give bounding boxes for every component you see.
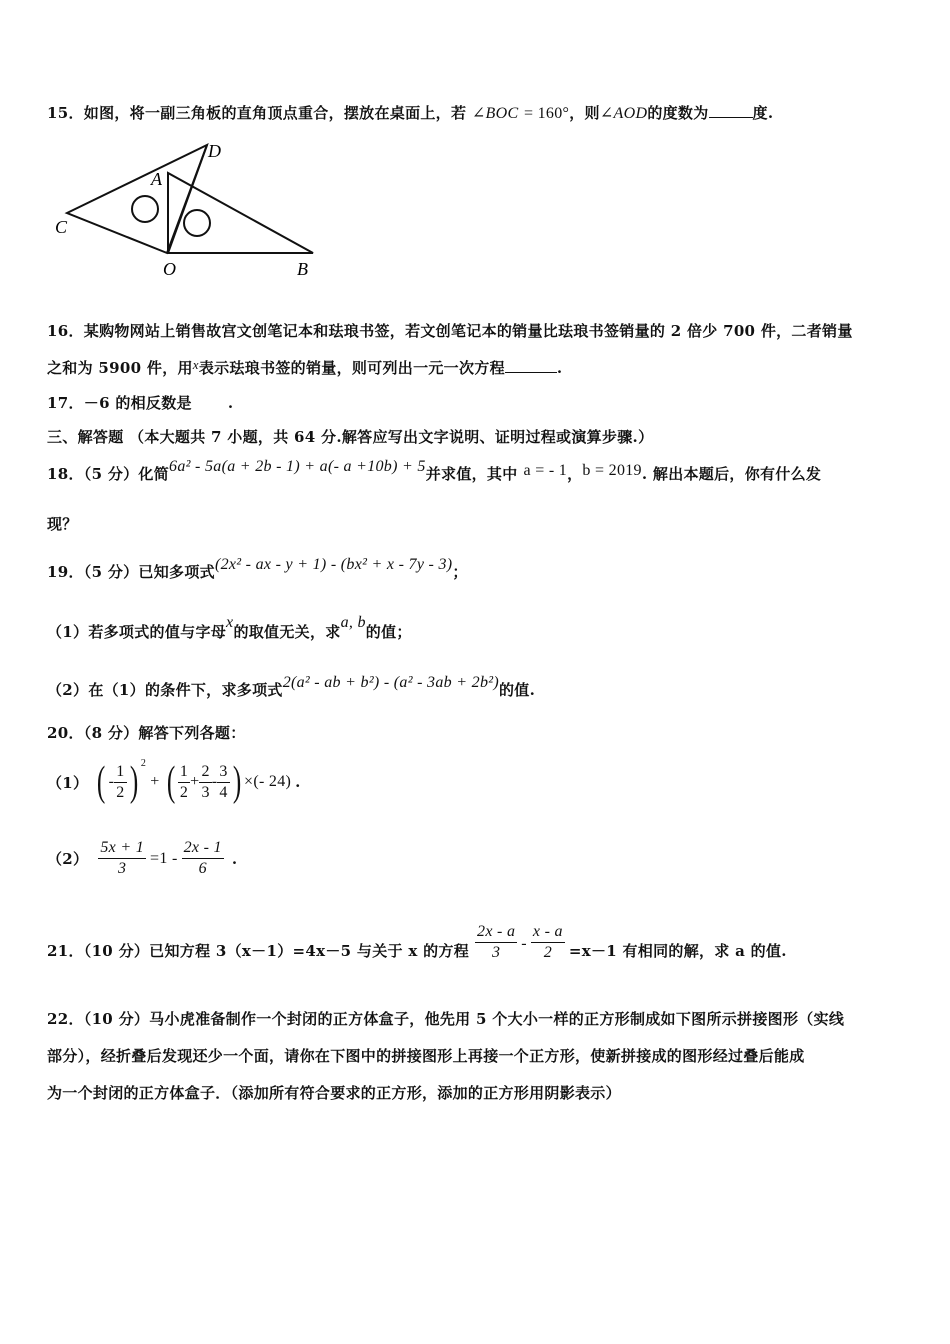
q19-part2-text-a: （2）在（1）的条件下，求多项式: [47, 681, 283, 699]
label-o: O: [163, 259, 176, 279]
q19-expression: (2x² - ax - y + 1) - (bx² + x - 7y - 3): [214, 556, 453, 573]
fraction: $\frac{2x - a}{3}$: [477, 923, 516, 961]
fraction: $\frac{1}{2}$: [179, 762, 189, 801]
q19-part1-text-c: 的值；: [365, 623, 412, 641]
q20-p1-end: .: [295, 773, 301, 791]
q21-line: [47, 922, 787, 963]
q17-text: 17．－6 的相反数是: [47, 394, 192, 412]
fraction: $\frac{x - a}{2}$: [532, 923, 563, 961]
answer-blank: [505, 360, 557, 373]
q20-part1: （1） ( - $\frac{1}{2}$ ) 2 + ( $\frac{1}{2}$ + $\frac{2}{3}$ - $\frac{3}{4}$ ) ×(- 24) .: [47, 758, 301, 805]
fraction: $\frac{5x + 1}{3}$: [100, 839, 145, 877]
q19-part2-text-b: 的值.: [498, 681, 536, 699]
q17-end: .: [227, 394, 234, 412]
q18-mid: 并求值，其中: [425, 465, 518, 483]
q15-angle-aod: ∠AOD: [599, 105, 648, 122]
q22-line1: 22．（10 分）马小虎准备制作一个封闭的正方体盒子，他先用 5 个大小一样的正方形制成如下图所示拼接图形（实线: [47, 1010, 845, 1028]
triangle-figure: [45, 135, 335, 285]
q21-suffix: =x－1 有相同的解，求 a 的值.: [568, 942, 787, 960]
q20-p2-end: .: [231, 849, 238, 868]
q20-part2: [47, 838, 237, 879]
q19-part1-text-a: （1）若多项式的值与字母: [47, 623, 227, 641]
q16-text-a: 之和为 5900 件，用: [47, 359, 193, 377]
q19-part1: [47, 614, 412, 642]
q15-text-d: 度.: [752, 104, 774, 122]
q20-prefix: 20．（8 分）解答下列各题：: [47, 724, 246, 742]
q20-p2-mid: =1 -: [150, 849, 178, 867]
q19-part2: [47, 674, 535, 700]
q18-expression: 6a² - 5a(a + 2b - 1) + a(- a +10b) + 5: [169, 458, 426, 475]
q19-part1-vars: a, b: [340, 614, 366, 631]
q21-minus: -: [521, 935, 527, 952]
q16-text-b: 表示珐琅书签的销量，则可列出一元一次方程: [198, 359, 505, 377]
q15-text-b: ，则: [569, 104, 600, 122]
label-b: B: [297, 259, 308, 279]
q19-part2-expression: 2(a² - ab + b²) - (a² - 3ab + 2b²): [282, 674, 499, 691]
fraction: $\frac{1}{2}$: [116, 762, 125, 801]
q18-line1: [47, 458, 821, 484]
q18-cond-b: b = 2019: [582, 462, 642, 479]
section-3-heading: 三、解答题 （本大题共 7 小题，共 64 分.解答应写出文字说明、证明过程或演算步骤.）: [47, 428, 654, 446]
q18-cond-a: a = - 1: [523, 462, 568, 479]
label-a: A: [151, 169, 162, 189]
fraction: $\frac{2x - 1}{6}$: [183, 839, 222, 877]
label-c: C: [55, 217, 68, 237]
q18-line2: 现？: [47, 515, 78, 533]
q15-text: 如图，将一副三角板的直角顶点重合，摆放在桌面上，若: [83, 104, 467, 122]
q17-line: [47, 392, 233, 413]
q20-p1-label: （1）: [47, 773, 89, 792]
circle-marker-left: [132, 196, 158, 222]
q18-suffix: . 解出本题后，你有什么发: [641, 465, 822, 483]
q16-var-x: x: [192, 357, 199, 372]
circle-marker-right: [184, 210, 210, 236]
q15-angle-boc: ∠BOC: [471, 105, 519, 122]
q18-prefix: 18．（5 分）化简: [47, 465, 170, 483]
q20-p1-tail: ×(- 24): [244, 773, 292, 790]
q15-number: 15．: [47, 104, 84, 122]
fraction: $\frac{2}{3}$: [201, 762, 210, 801]
q22-line2: 部分），经折叠后发现还少一个面，请你在下图中的拼接图形上再接一个正方形，使新拼接成的图形经过叠后能成: [47, 1047, 805, 1065]
q16-line1: 16．某购物网站上销售故宫文创笔记本和珐琅书签，若文创笔记本的销量比珐琅书签销量的 2 倍少 700 件，二者销量: [47, 322, 853, 340]
q15-text-c: 的度数为: [647, 104, 709, 122]
q19-part1-text-b: 的取值无关，求: [233, 623, 341, 641]
q19-suffix: ；: [452, 563, 468, 581]
q22-line3: 为一个封闭的正方体盒子．（添加所有符合要求的正方形，添加的正方形用阴影表示）: [47, 1084, 621, 1102]
q21-prefix: 21．（10 分）已知方程 3（x－1）=4x－5 与关于 x 的方程: [47, 942, 470, 960]
answer-blank: [709, 105, 753, 118]
q18-comma: ，: [567, 465, 583, 483]
q19-part1-var: x: [226, 614, 234, 631]
fraction: $\frac{3}{4}$: [219, 762, 228, 801]
q19-line: [47, 556, 468, 582]
q15-angle-value: = 160°: [523, 105, 570, 122]
q20-p2-label: （2）: [47, 850, 89, 868]
q16-text-c: .: [556, 359, 563, 377]
q15-line: [47, 102, 773, 123]
q16-line2: [47, 357, 562, 378]
label-d: D: [208, 141, 221, 161]
q19-prefix: 19．（5 分）已知多项式: [47, 563, 215, 581]
